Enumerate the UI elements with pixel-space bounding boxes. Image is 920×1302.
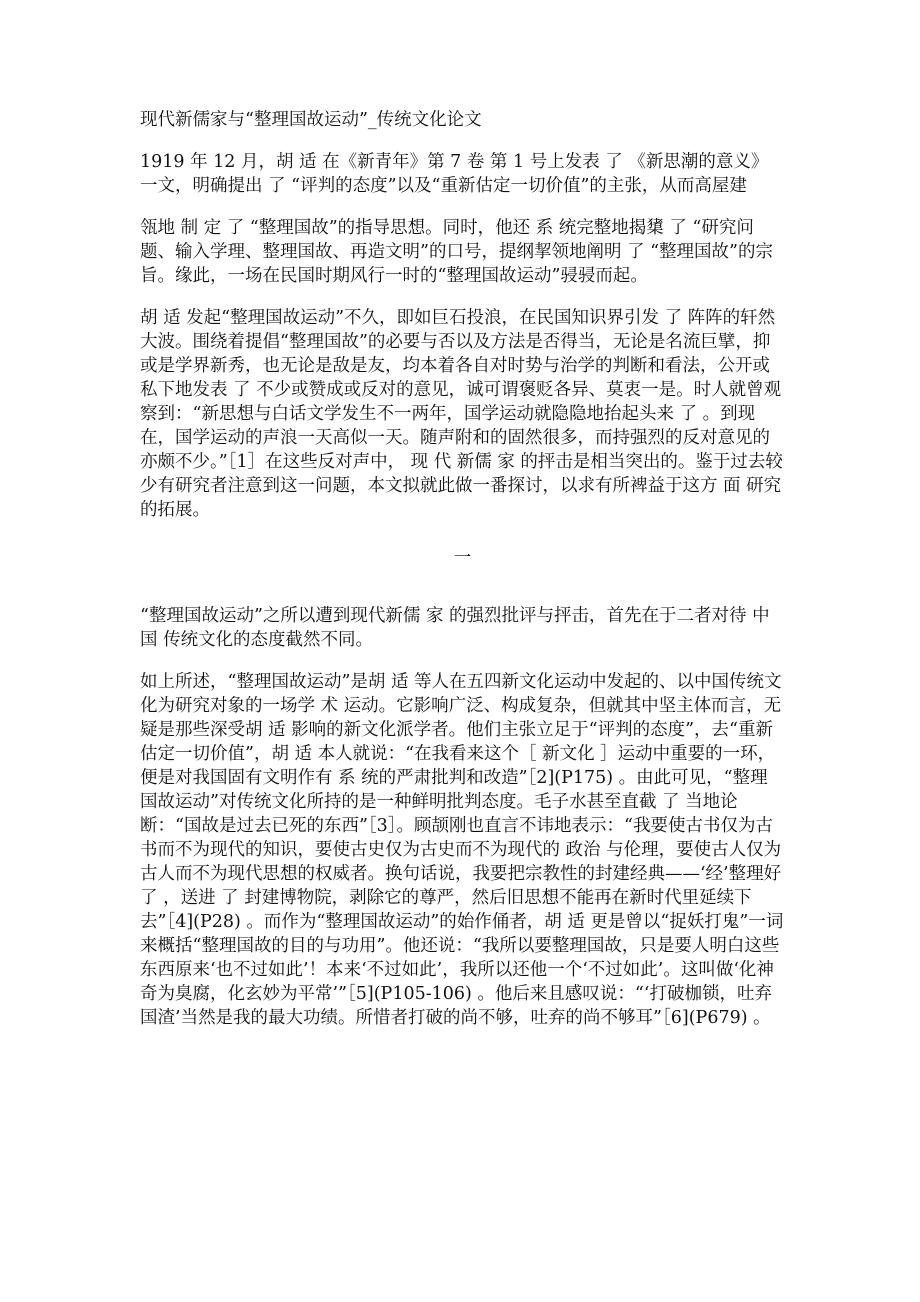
paragraph-intro-3: 胡 适 发起“整理国故运动”不久，即如巨石投浪，在民国知识界引发 了 阵阵的轩然大波。围绕着提倡“整理国故”的必要与否以及方法是否得当，无论是名流巨擘，抑或是学界新秀，也无论是敌是友，均本着各自对时势与治学的判断和看法，公开或私下地发表 了 不少或赞成或反对的意见，诚可谓褒贬各异、莫衷一是。时人就曾观察到：“新思想与白话文学发生不一两年，国学运动就隐隐地抬起头来 了 。到现在，国学运动的声浪一天高似一天。随声附和的固然很多，而持强烈的反对意见的亦颇不少。”［1］在这些反对声中， 现 代 新儒 家 的抨击是相当突出的。鉴于过去较少有研究者注意到这一问题，本文拟就此做一番探讨，以求有所裨益于这方 面 研究的拓展。 <box>140 308 783 520</box>
paragraph-section1-2: 如上所述，“整理国故运动”是胡 适 等人在五四新文化运动中发起的、以中国传统文化为研究对象的一场学 术 运动。它影响广泛、构成复杂，但就其中坚主体而言，无疑是那些深受胡 适 影响的新文化派学者。他们主张立足于“评判的态度”，去“重新估定一切价值”，胡 适 本人就说：“在我看来这个［ 新文化 ］运动中重要的一环，便是对我国固有文明作有 系 统的严肃批判和改造”［2](P175) 。由此可见，“整理国故运动”对传统文化所持的是一种鲜明批判态度。毛子水甚至直截 了 当地论断：“国故是过去已死的东西”［3］。顾颉刚也直言不讳地表示：“我要使古书仅为古书而不为现代的知识，要使古史仅为古史而不为现代的 政治 与伦理，要使古人仅为古人而不为现代思想的权威者。换句话说，我要把宗教性的封建经典——‘经’整理好 了 ，送进 了 封建博物院，剥除它的尊严，然后旧思想不能再在新时代里延续下去”［4](P28) 。而作为“整理国故运动”的始作俑者，胡 适 更是曾以“捉妖打鬼”一词来概括“整理国故的目的与功用”。他还说：“我所以要整理国故，只是要人明白这些东西原来‘也不过如此’！本来‘不过如此’，我所以还他一个‘不过如此’。这叫做‘化神奇为臭腐，化玄妙为平常’”［5](P105-106) 。他后来且感叹说：“‘打破枷锁，吐弃国渣’当然是我的最大功绩。所惜者打破的尚不够，吐弃的尚不够耳”［6](P679) 。 <box>140 672 784 1028</box>
paragraph-intro-2: 瓴地 制 定 了 “整理国故”的指导思想。同时，他还 系 统完整地揭橥 了 “研究问题、输入学理、整理国故、再造文明”的口号，提纲挈领地阐明 了 “整理国故”的宗旨。缘此，一场在民国时期风行一时的“整理国故运动”骎骎而起。 <box>140 218 773 286</box>
paragraph-section1-1: “整理国故运动”之所以遭到现代新儒 家 的强烈批评与抨击，首先在于二者对待 中国 传统文化的态度截然不同。 <box>140 606 770 650</box>
paragraph-intro-1: 1919 年 12 月，胡 适 在《新青年》第 7 卷 第 1 号上发表 了 《新思潮的意义》一文，明确提出 了 “评判的态度”以及“重新估定一切价值”的主张，从而高屋建 <box>140 152 769 196</box>
section-number: 一 <box>453 548 472 568</box>
document-title: 现代新儒家与“整理国故运动”_传统文化论文 <box>140 110 482 130</box>
document-body <box>140 108 785 1048</box>
